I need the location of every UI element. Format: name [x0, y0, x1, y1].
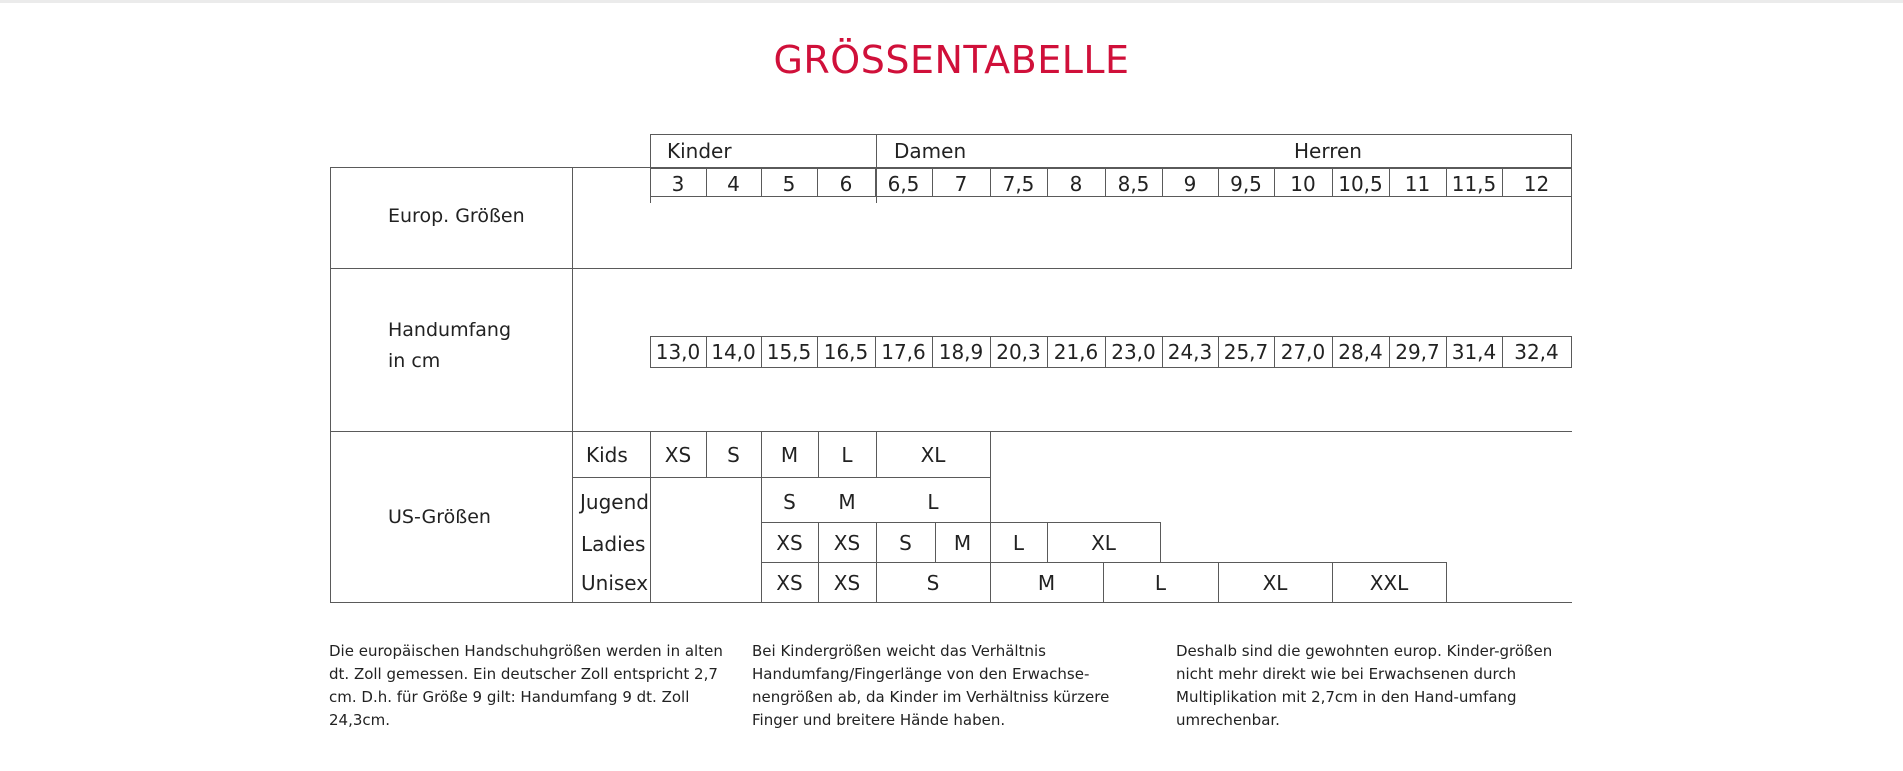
us-label-unisex: Unisex	[581, 571, 649, 595]
grid-line	[330, 167, 1572, 168]
grid-line	[1160, 522, 1161, 563]
grid-line	[572, 477, 651, 478]
size-cell: 9,5	[1230, 172, 1262, 196]
size-cell: 11,5	[1451, 172, 1497, 196]
size-cell: 4	[727, 172, 740, 196]
size-cell: 10,5	[1338, 172, 1383, 196]
us-jugend-cell: L	[927, 490, 939, 514]
us-kids-cell: XL	[920, 443, 946, 467]
us-jugend-cell: S	[783, 490, 796, 514]
size-cell: 6,5	[887, 172, 920, 196]
grid-line	[1446, 562, 1447, 603]
size-cell: 7,5	[1002, 172, 1035, 196]
us-kids-cell: S	[727, 443, 740, 467]
grid-line	[990, 431, 991, 478]
us-ladies-cell: M	[953, 531, 972, 555]
grid-line	[650, 196, 1572, 197]
us-unisex-cell: S	[926, 571, 940, 595]
us-label-ladies: Ladies	[581, 532, 646, 556]
size-cell: 8,5	[1117, 172, 1150, 196]
hand-cm-cell: 17,6	[881, 340, 926, 364]
footnote-2: Bei Kindergrößen weicht das Verhältnis Handumfang/Fingerlänge von den Erwachse-nengrößen ab, da Kinder im Verhältniss kürzere Finger und breitere Hände haben.	[752, 642, 1110, 729]
hand-cm-cell: 27,0	[1280, 340, 1326, 364]
grid-line	[1571, 336, 1572, 368]
us-ladies-cell: XS	[776, 531, 803, 555]
us-unisex-cell: XXL	[1369, 571, 1409, 595]
label-handumfang: Handumfang	[388, 319, 512, 341]
hand-cm-cell: 31,4	[1451, 340, 1497, 364]
hand-cm-cell: 32,4	[1514, 340, 1559, 364]
us-kids-cell: L	[841, 443, 853, 467]
size-cell: 5	[782, 172, 796, 196]
hand-cm-cell: 13,0	[655, 340, 701, 364]
size-cell: 11	[1404, 172, 1431, 196]
group-damen: Damen	[894, 139, 967, 163]
top-divider	[0, 0, 1903, 3]
hand-cm-cell: 14,0	[711, 340, 756, 364]
hand-cm-cell: 18,9	[938, 340, 984, 364]
grid-line	[572, 167, 573, 603]
hand-cm-cell: 28,4	[1338, 340, 1383, 364]
grid-line	[1160, 562, 1447, 563]
size-cell: 7	[954, 172, 968, 196]
page-title: GRÖSSENTABELLE	[773, 38, 1130, 82]
us-ladies-cell: S	[899, 531, 912, 555]
grid-line	[761, 522, 1161, 523]
us-unisex-cell: XS	[833, 571, 861, 595]
us-ladies-cell: L	[1012, 531, 1025, 555]
us-unisex-cell: XS	[776, 571, 803, 595]
grid-line	[990, 477, 991, 523]
size-cell: 6	[839, 172, 853, 196]
hand-cm-cell: 16,5	[823, 340, 869, 364]
hand-cm-cell: 24,3	[1167, 340, 1213, 364]
grid-line	[1571, 134, 1572, 269]
us-ladies-cell: XS	[833, 531, 861, 555]
size-cell: 8	[1069, 172, 1083, 196]
label-handumfang-unit: in cm	[388, 350, 441, 372]
grid-line	[761, 562, 1161, 563]
grid-line	[650, 336, 1572, 337]
hand-cm-cell: 25,7	[1223, 340, 1269, 364]
hand-cm-cell: 21,6	[1053, 340, 1099, 364]
us-jugend-cell: M	[838, 490, 856, 514]
footnote-1: Die europäischen Handschuhgrößen werden in alten dt. Zoll gemessen. Ein deutscher Zoll entspricht 2,7 cm. D.h. für Größe 9 gilt: Handumfang 9 dt. Zoll 24,3cm.	[329, 642, 723, 729]
grid-line	[330, 268, 1572, 269]
us-unisex-cell: M	[1037, 571, 1056, 595]
us-ladies-cell: XL	[1091, 531, 1116, 555]
us-kids-cell: XS	[664, 443, 692, 467]
grid-line	[650, 477, 991, 478]
us-kids-cell: M	[780, 443, 799, 467]
label-us-groessen: US-Größen	[388, 506, 491, 528]
us-label-jugend: Jugend	[580, 490, 649, 514]
grid-line	[650, 168, 1572, 169]
size-cell: 9	[1183, 172, 1197, 196]
us-unisex-cell: XL	[1262, 571, 1288, 595]
us-unisex-cell: L	[1154, 571, 1167, 595]
group-herren: Herren	[1294, 139, 1362, 163]
size-cell: 12	[1523, 172, 1550, 196]
group-kinder: Kinder	[667, 139, 732, 163]
grid-line	[330, 431, 1572, 432]
us-label-kids: Kids	[586, 443, 628, 467]
size-cell: 10	[1290, 172, 1316, 196]
size-cell: 3	[671, 172, 685, 196]
hand-cm-cell: 29,7	[1395, 340, 1440, 364]
grid-line	[330, 602, 1572, 603]
grid-line	[650, 134, 1572, 135]
grid-line	[650, 367, 1572, 368]
footnote-3: Deshalb sind die gewohnten europ. Kinder-größen nicht mehr direkt wie bei Erwachsenen durch Multiplikation mit 2,7cm in den Hand-umfang umrechenbar.	[1176, 642, 1553, 729]
hand-cm-cell: 20,3	[996, 340, 1041, 364]
hand-cm-cell: 15,5	[766, 340, 812, 364]
hand-cm-cell: 23,0	[1111, 340, 1156, 364]
label-europ-groessen: Europ. Größen	[388, 205, 525, 227]
grid-line	[330, 167, 331, 603]
